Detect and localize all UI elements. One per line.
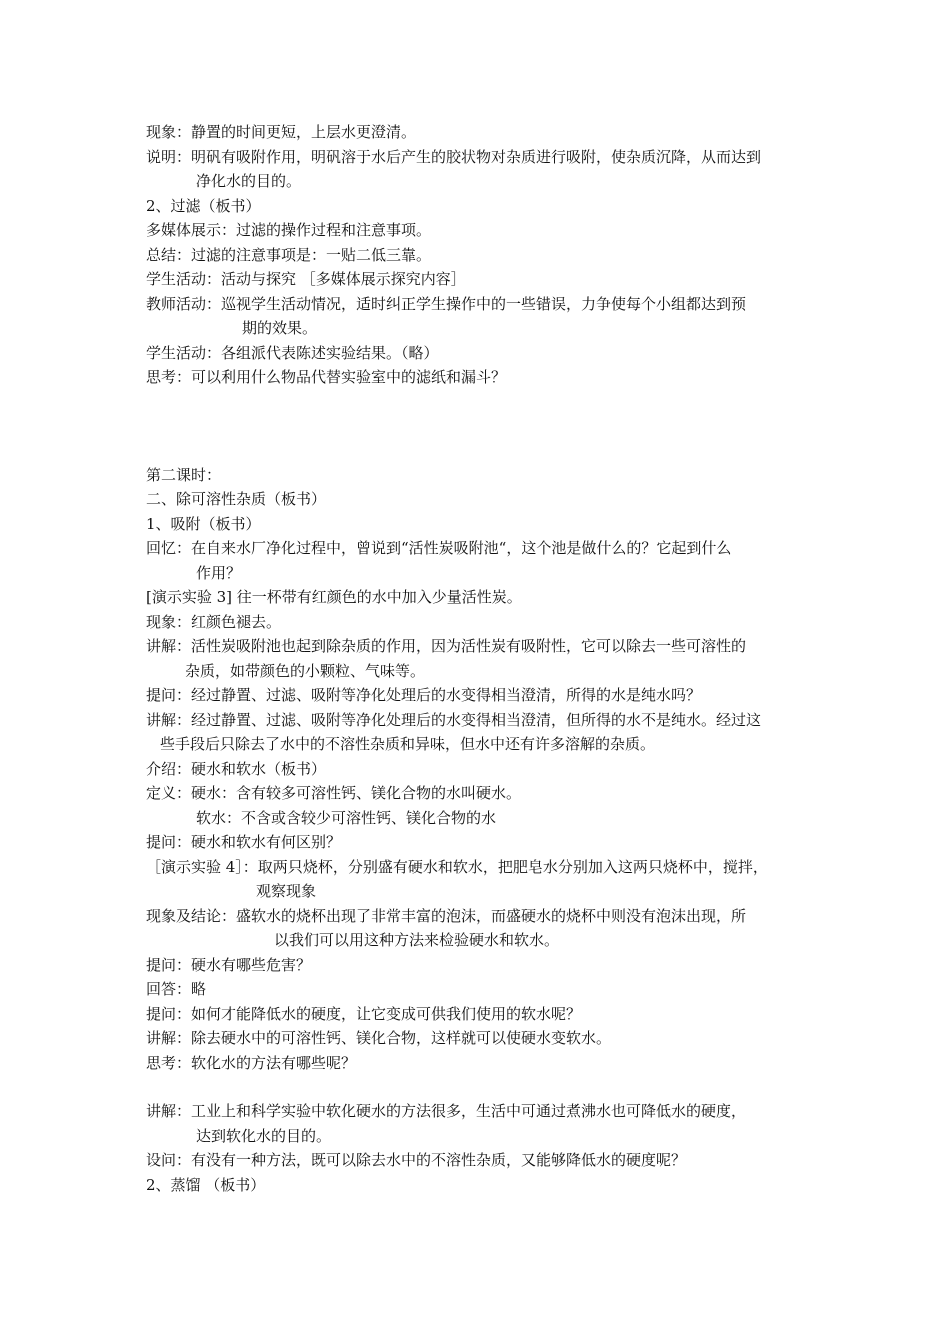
- text-line: 设问：有没有一种方法，既可以除去水中的不溶性杂质，又能够降低水的硬度呢？: [146, 1151, 687, 1169]
- text-line: 思考：可以利用什么物品代替实验室中的滤纸和漏斗？: [146, 368, 507, 386]
- text-line: 2、过滤（板书）: [146, 196, 261, 215]
- text-line: 第二课时：: [146, 465, 222, 484]
- text-line: ［演示实验 4］：取两只烧杯，分别盛有硬水和软水，把肥皂水分别加入这两只烧杯中，搅拌，: [146, 857, 768, 876]
- text-line: 现象及结论：盛软水的烧杯出现了非常丰富的泡沫，而盛硬水的烧杯中则没有泡沫出现，所: [146, 906, 747, 925]
- text-line: 现象：红颜色褪去。: [146, 612, 282, 631]
- text-line: 以我们可以用这种方法来检验硬水和软水。: [274, 931, 560, 949]
- text-line: 回忆：在自来水厂净化过程中，曾说到“活性炭吸附池“，这个池是做什么的？它起到什么: [146, 539, 732, 557]
- text-line: 思考：软化水的方法有哪些呢？: [146, 1053, 357, 1072]
- text-line: [演示实验 3] 往一杯带有红颜色的水中加入少量活性炭。: [146, 588, 522, 606]
- text-line: 学生活动：活动与探究 ［多媒体展示探究内容］: [146, 270, 466, 288]
- text-line: 提问：硬水有哪些危害？: [146, 955, 312, 974]
- text-line: 回答：略: [146, 980, 207, 998]
- text-line: 说明：明矾有吸附作用，明矾溶于水后产生的胶状物对杂质进行吸附，使杂质沉降，从而达到: [146, 147, 762, 166]
- text-line: 些手段后只除去了水中的不溶性杂质和异味，但水中还有许多溶解的杂质。: [160, 735, 656, 753]
- text-line: 期的效果。: [242, 319, 318, 337]
- text-line: 介绍：硬水和软水（板书）: [146, 759, 327, 778]
- text-line: 学生活动：各组派代表陈述实验结果。（略）: [146, 343, 439, 362]
- text-line: 软水：不含或含较少可溶性钙、镁化合物的水: [196, 808, 497, 827]
- text-line: 讲解：活性炭吸附池也起到除杂质的作用，因为活性炭有吸附性，它可以除去一些可溶性的: [146, 637, 747, 655]
- text-line: 定义：硬水：含有较多可溶性钙、镁化合物的水叫硬水。: [146, 784, 522, 802]
- text-line: 达到软化水的目的。: [196, 1126, 332, 1145]
- text-line: 教师活动：巡视学生活动情况，适时纠正学生操作中的一些错误，力争使每个小组都达到预: [146, 294, 747, 313]
- text-line: 提问：经过静置、过滤、吸附等净化处理后的水变得相当澄清，所得的水是纯水吗？: [146, 686, 702, 704]
- document-page: [146, 120, 816, 1197]
- text-line: 二、除可溶性杂质（板书）: [146, 490, 327, 508]
- text-line: 现象：静置的时间更短，上层水更澄清。: [146, 123, 417, 141]
- text-line: 讲解：经过静置、过滤、吸附等净化处理后的水变得相当澄清，但所得的水不是纯水。经过这: [146, 710, 762, 729]
- text-line: 多媒体展示：过滤的操作过程和注意事项。: [146, 221, 432, 239]
- text-line: 提问：如何才能降低水的硬度，让它变成可供我们使用的软水呢？: [146, 1004, 582, 1023]
- text-line: 作用？: [196, 563, 242, 582]
- text-line: 讲解：除去硬水中的可溶性钙、镁化合物，这样就可以使硬水变软水。: [146, 1029, 612, 1047]
- text-line: 净化水的目的。: [196, 172, 302, 190]
- text-line: 讲解：工业上和科学实验中软化硬水的方法很多，生活中可通过煮沸水也可降低水的硬度，: [146, 1102, 747, 1120]
- text-line: 观察现象: [256, 882, 317, 900]
- text-line: 总结：过滤的注意事项是：一贴二低三靠。: [146, 245, 432, 264]
- text-line: 2、蒸馏 （板书）: [146, 1175, 266, 1194]
- text-line: 杂质，如带颜色的小颗粒、气味等。: [185, 661, 426, 680]
- section-spacer: [146, 390, 816, 463]
- text-line: 提问：硬水和软水有何区别？: [146, 833, 342, 851]
- paragraph-spacer: [146, 1075, 816, 1099]
- text-line: 1、吸附（板书）: [146, 514, 261, 533]
